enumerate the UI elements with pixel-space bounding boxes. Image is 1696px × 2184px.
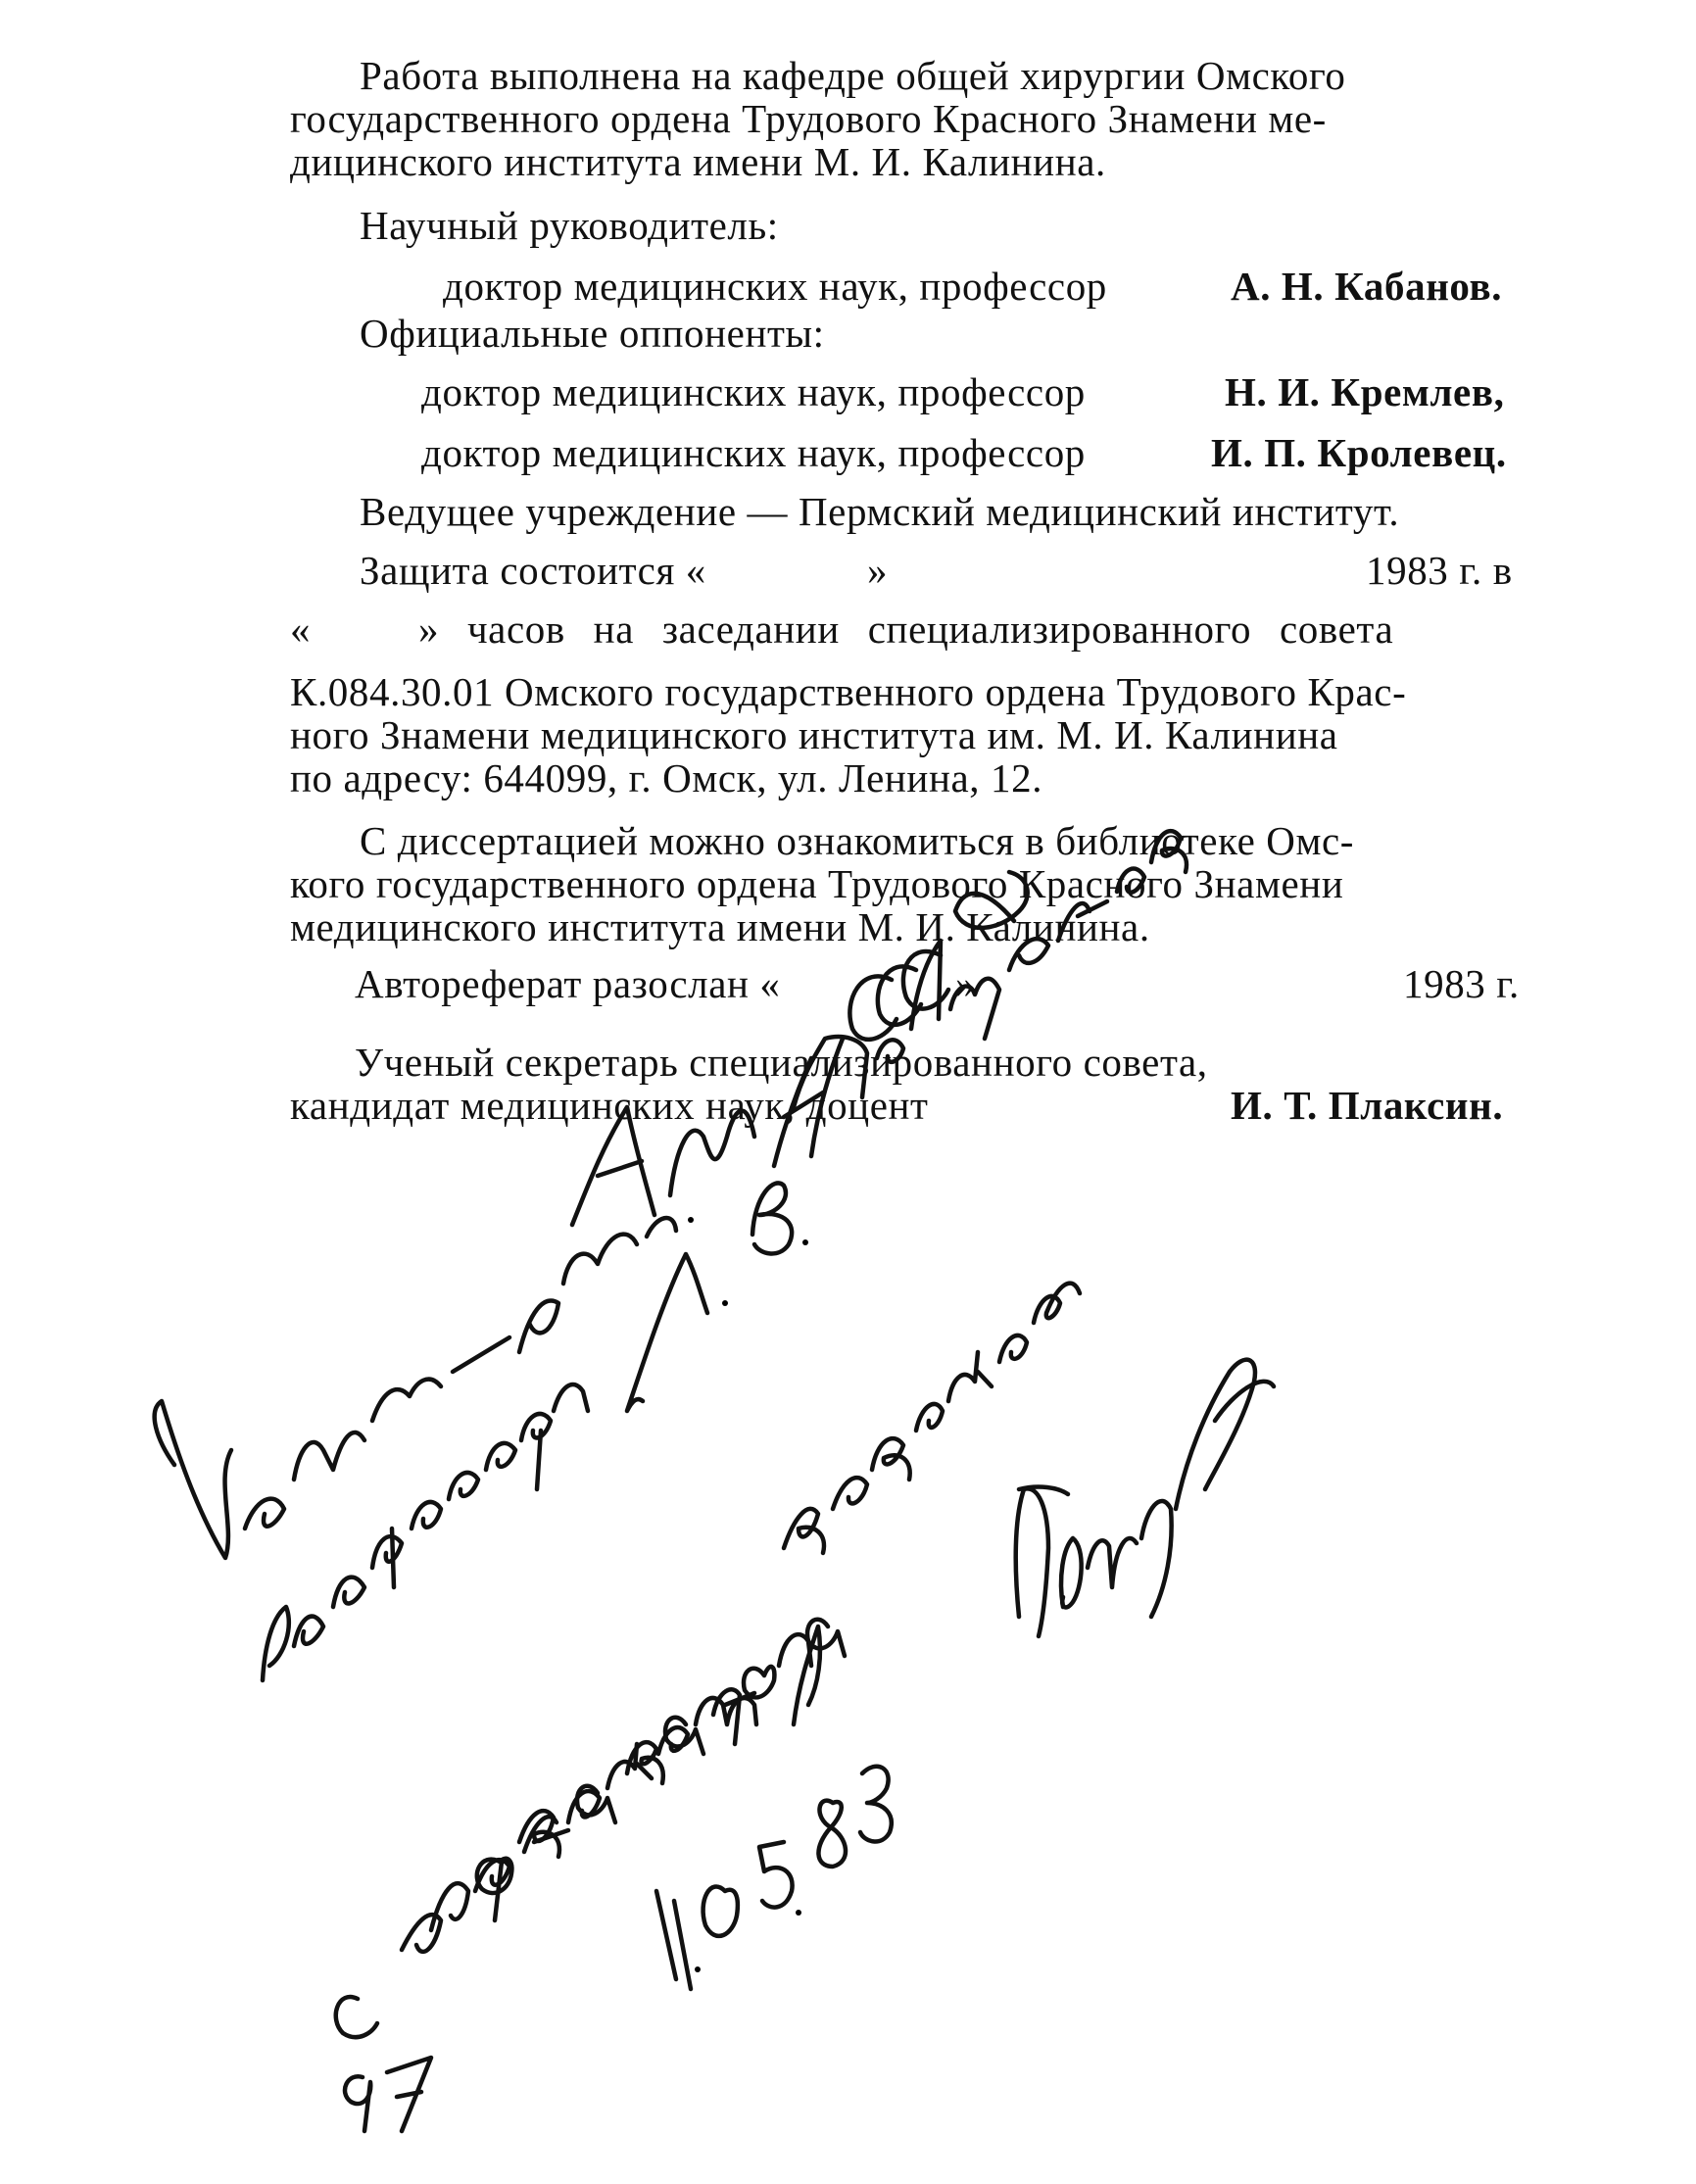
opponent-1-name: Н. И. Кремлев, (1225, 369, 1505, 414)
defense-line-2-open: « (290, 607, 312, 652)
defense-line-3: К.084.30.01 Омского государственного ордена Трудового Крас- (290, 669, 1407, 714)
library-line-2: кого государственного ордена Трудового Красного Знамени (290, 861, 1344, 906)
supervisor-heading: Научный руководитель: (360, 203, 779, 248)
supervisor-title: доктор медицинских наук, профессор (443, 264, 1107, 309)
defense-line-1-left: Защита состоится « (360, 548, 706, 593)
abstract-sent-left: Автореферат разослан « (355, 961, 781, 1006)
library-line-1: С диссертацией можно ознакомиться в библиотеке Омс- (360, 818, 1355, 863)
defense-line-2-rest: » часов на заседании специализированного совета (418, 607, 1394, 652)
work-line-2: государственного ордена Трудового Красного Знамени ме- (290, 96, 1327, 141)
defense-line-4: ного Знамени медицинского института им. М. И. Калинина (290, 712, 1338, 757)
defense-line-5: по адресу: 644099, г. Омск, ул. Ленина, 12. (290, 755, 1043, 801)
supervisor-name: А. Н. Кабанов. (1231, 264, 1503, 309)
defense-line-1-right: 1983 г. в (1366, 548, 1513, 593)
inscription-line-3 (336, 1284, 1080, 2038)
opponent-2-name: И. П. Кролевец. (1211, 430, 1507, 475)
secretary-name: И. Т. Плаксин. (1231, 1083, 1504, 1128)
opponent-1-title: доктор медицинских наук, профессор (421, 369, 1086, 414)
work-line-1: Работа выполнена на кафедре общей хирургии Омского (360, 53, 1346, 98)
secretary-line-2: кандидат медицинских наук, доцент (290, 1083, 929, 1128)
work-line-3: дицинского института имени М. И. Калинина. (290, 139, 1106, 184)
library-line-3: медицинского института имени М. И. Калинина. (290, 904, 1150, 949)
inscription-signature (1016, 1360, 1274, 1636)
inscription-line-2 (263, 831, 1187, 1680)
abstract-sent-right: 1983 г. (1403, 961, 1520, 1006)
inscription-line-4 (477, 1620, 845, 1893)
inscription-page-mark (345, 2058, 431, 2131)
abstract-sent-mid: » (955, 961, 977, 1006)
secretary-line-1: Ученый секретарь специализированного совета, (355, 1040, 1208, 1085)
opponents-heading: Официальные оппоненты: (360, 311, 825, 356)
opponent-2-title: доктор медицинских наук, профессор (421, 430, 1086, 475)
leading-institution: Ведущее учреждение — Пермский медицинский институт. (360, 489, 1400, 534)
inscription-line-5 (656, 1767, 892, 1989)
defense-line-1-mid: » (867, 548, 889, 593)
